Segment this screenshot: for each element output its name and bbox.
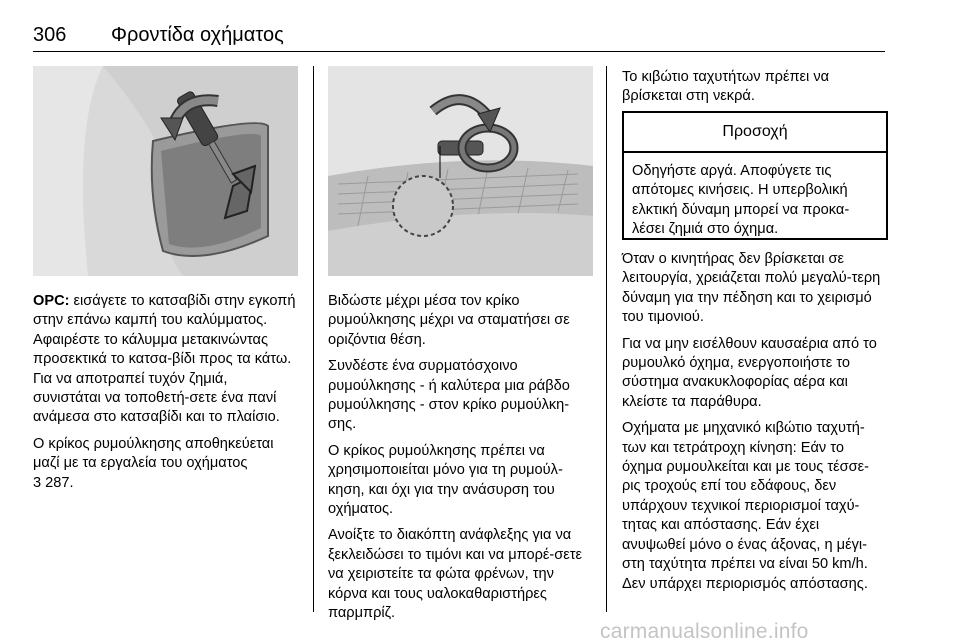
header-divider [33,51,885,52]
opc-text: εισάγετε το κατσαβίδι στην εγκοπή στην επάνω καμπή του καλύμματος. Αφαιρέστε το κάλυμμα μετακινώντας προσεκτικά το κατσα-βίδι προς τα κάτω. Για να αποτραπεί τυχόν ζημιά, συνιστάται να τοποθετή-σετε ένα πανί ανάμεσα στο κατσαβίδι και το πλαίσιο. [33,293,296,426]
illustration-cover-removal [33,66,298,276]
opc-label: OPC: [33,293,70,309]
illustration-towing-eye [328,66,593,276]
paragraph-exhaust: Για να μην εισέλθουν καυσαέρια από το ρυμουλκό όχημα, ενεργοποιήστε το σύστημα ανακυκλοφορίας αέρα και κλείστε τα παράθυρα. [622,335,877,410]
paragraph-engine-off: Όταν ο κινητήρας δεν βρίσκεται σε λειτουργία, χρειάζεται πολύ μεγαλύ-τερη δύναμη για την πέδηση και το χειρισμό του τιμονιού. [622,251,881,326]
page-reference-icon: 3 [33,474,42,491]
paragraph-opc [33,292,298,428]
caution-text: Οδηγήστε αργά. Αποφύγετε τις απότομες κινήσεις. Η υπερβολική ελκτική δύναμη μπορεί να προκα-λέσει ζημιά στο όχημα. [632,163,850,238]
page-number: 306 [33,24,67,46]
watermark: carmanualsonline.info [600,620,809,643]
column-1-text [33,292,298,500]
storage-text: Ο κρίκος ρυμούλκησης αποθηκεύεται μαζί με τα εργαλεία του οχήματος [33,435,274,472]
page-header [33,22,885,52]
paragraph-neutral: Το κιβώτιο ταχυτήτων πρέπει να βρίσκεται στη νεκρά. [622,69,830,105]
caution-title: Προσοχή [624,113,886,153]
paragraph-storage [33,435,298,493]
column-2-text [328,292,593,631]
page-title: Φροντίδα οχήματος [111,24,284,46]
paragraph-ignition: Ανοίξτε το διακόπτη ανάφλεξης για να ξεκλειδώσει το τιμόνι και να μπορέ-σετε να χειριστείτε τα φώτα φρένων, την κόρνα και τους υαλοκαθαριστήρες παρμπρίζ. [328,527,583,622]
caution-box [622,111,888,240]
column-divider-2 [606,66,607,612]
paragraph-awd: Οχήματα με μηχανικό κιβώτιο ταχυτή-των και τετράτροχη κίνηση: Εάν το όχημα ρυμουλκείται και με τους τέσσε-ρις τροχούς επί του εδάφους, δεν υπάρχουν τεχνικοί περιορισμοί ταχύ-τητας και απόστασης. Εάν έχει ανυψωθεί μόνο ο ένας άξονας, η μέγι-στη ταχύτητα πρέπει να είναι 50 km/h. Δεν υπάρχει περιορισμός απόστασης. [622,420,870,592]
paragraph-screw-in: Βιδώστε μέχρι μέσα τον κρίκο ρυμούλκησης μέχρι να σταματήσει σε οριζόντια θέση. [328,293,570,348]
column-divider-1 [313,66,314,612]
paragraph-connect-rope: Συνδέστε ένα συρματόσχοινο ρυμούλκησης - ή καλύτερα μια ράβδο ρυμούλκησης - στον κρίκο ρυμούλκη-σης. [328,358,570,433]
paragraph-towing-only: Ο κρίκος ρυμούλκησης πρέπει να χρησιμοποιείται μόνο για τη ρυμούλ-κηση, και όχι για την ανάσυρση του οχήματος. [328,442,563,518]
column-3-text [622,250,886,601]
column-3-intro [622,68,886,114]
page-reference: 287. [41,474,74,491]
